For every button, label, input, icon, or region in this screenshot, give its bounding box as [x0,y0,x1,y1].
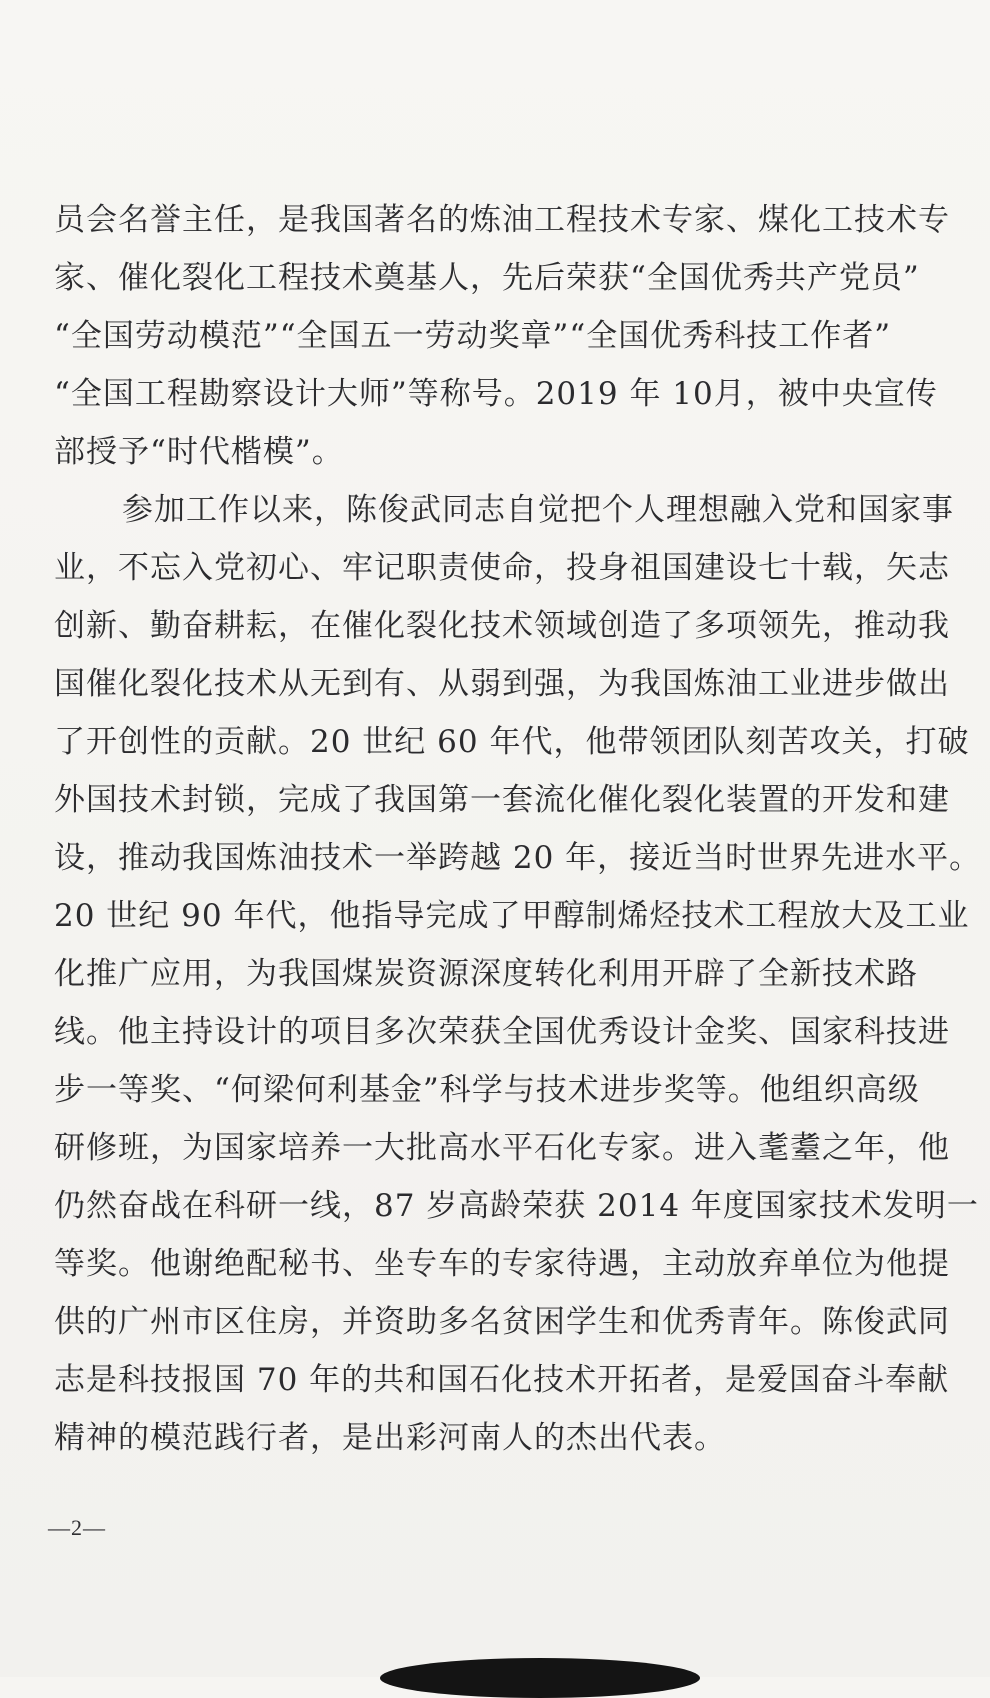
text-line: 设，推动我国炼油技术一举跨越 20 年，接近当时世界先进水平。 [54,840,982,876]
text-line: 精神的模范践行者，是出彩河南人的杰出代表。 [54,1420,726,1456]
text-line: 仍然奋战在科研一线，87 岁高龄荣获 2014 年度国家技术发明一 [54,1188,979,1224]
text-line: 志是科技报国 70 年的共和国石化技术开拓者，是爱国奋斗奉献 [54,1362,950,1398]
page-number: —2— [48,1515,106,1540]
text-line: 创新、勤奋耕耘，在催化裂化技术领域创造了多项领先，推动我 [54,608,950,644]
text-line: 供的广州市区住房，并资助多名贫困学生和优秀青年。陈俊武同 [54,1304,950,1340]
text-line: “全国劳动模范”“全国五一劳动奖章”“全国优秀科技工作者” [54,318,892,354]
text-line: 国催化裂化技术从无到有、从弱到强，为我国炼油工业进步做出 [54,666,950,702]
text-line: “全国工程勘察设计大师”等称号。2019 年 10月，被中央宣传 [54,376,938,412]
text-line: 外国技术封锁，完成了我国第一套流化催化裂化装置的开发和建 [54,782,950,818]
scan-edge-shadow [380,1658,700,1698]
text-line: 部授予“时代楷模”。 [54,434,344,470]
text-line: 步一等奖、“何梁何利基金”科学与技术进步奖等。他组织高级 [54,1072,920,1108]
text-line: 业，不忘入党初心、牢记职责使命，投身祖国建设七十载，矢志 [54,550,950,586]
paragraph-first-line: 参加工作以来，陈俊武同志自觉把个人理想融入党和国家事 [122,492,954,528]
text-line: 员会名誉主任，是我国著名的炼油工程技术专家、煤化工技术专 [54,202,950,238]
text-line: 线。他主持设计的项目多次荣获全国优秀设计金奖、国家科技进 [54,1014,950,1050]
text-line: 了开创性的贡献。20 世纪 60 年代，他带领团队刻苦攻关，打破 [54,724,970,760]
text-line: 家、催化裂化工程技术奠基人，先后荣获“全国优秀共产党员” [54,260,920,296]
text-line: 20 世纪 90 年代，他指导完成了甲醇制烯烃技术工程放大及工业 [54,898,970,934]
text-line: 研修班，为国家培养一大批高水平石化专家。进入耄耋之年，他 [54,1130,950,1166]
text-line: 等奖。他谢绝配秘书、坐专车的专家待遇，主动放弃单位为他提 [54,1246,950,1282]
text-line: 化推广应用，为我国煤炭资源深度转化利用开辟了全新技术路 [54,956,918,992]
